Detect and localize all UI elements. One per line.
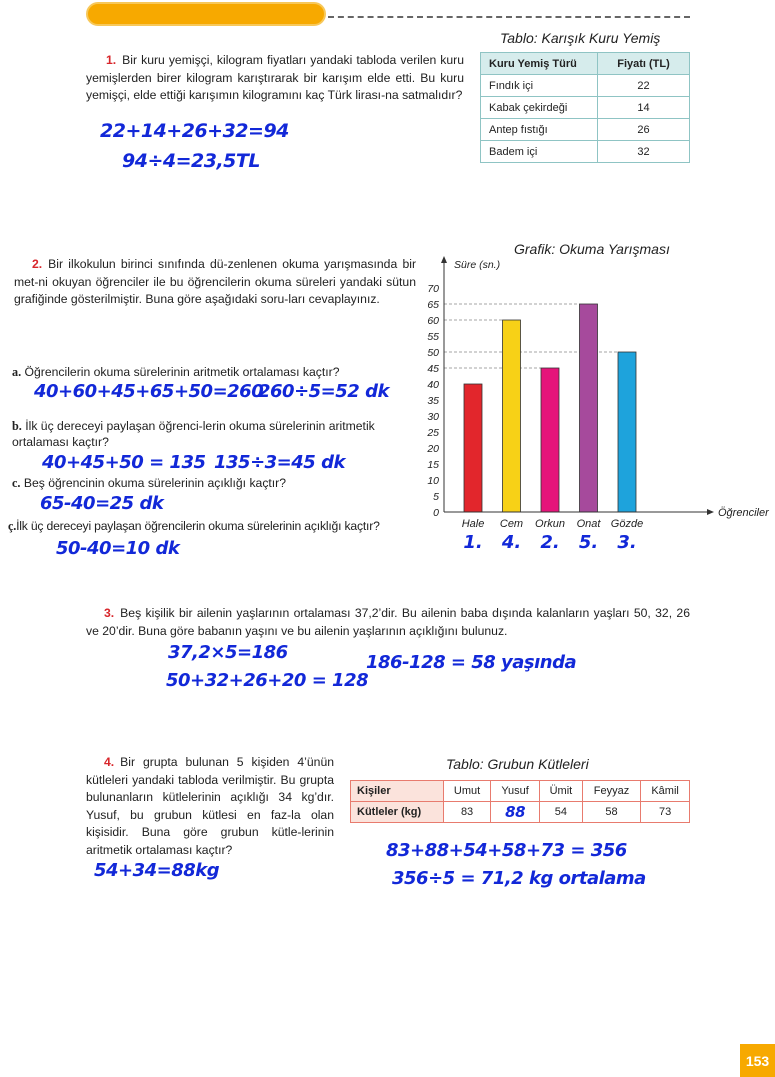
question-1 [86,52,464,105]
y-tick-label: 35 [427,395,439,407]
person-name: Yusuf [491,781,540,802]
category-label: Hale [461,518,485,530]
table-row [481,75,690,97]
person-mass-handwritten: 88 [491,802,540,823]
q2-part-d [8,518,420,534]
header-divider [328,16,690,18]
nut-name: Badem içi [481,141,598,163]
q2-b-answer-2: 135÷3=45 dk [214,452,345,473]
question-4 [86,754,334,859]
rank-annotation: 2. [540,532,560,553]
category-label: Orkun [535,518,565,530]
nut-name: Fındık içi [481,75,598,97]
rank-annotation: 1. [463,532,483,553]
chart-title: Grafik: Okuma Yarışması [514,241,670,257]
chart-category-labels [462,518,644,530]
table-row [351,781,690,802]
y-tick-label: 50 [427,347,439,359]
y-tick-label: 70 [427,283,439,295]
section-banner [86,2,326,26]
person-mass: 73 [641,802,690,823]
q2-a-answer-2: 260÷5=52 dk [258,381,389,402]
category-label: Cem [499,518,524,530]
mass-row-header-masses: Kütleler (kg) [351,802,444,823]
q2-d-text: İlk üç dereceyi paylaşan öğrencilerin okuma sürelerinin açıklığı kaçtır? [16,519,380,533]
question-3-number: 3. [104,606,115,620]
chart-y-ticks [426,283,439,519]
rank-annotation: 5. [578,532,599,553]
person-mass: 54 [539,802,582,823]
q2-a-text: Öğrencilerin okuma sürelerinin aritmetik ortalaması kaçtır? [24,365,340,379]
person-name: Umut [443,781,490,802]
q1-answer-line-1: 22+14+26+32=94 [100,120,289,142]
question-3 [86,605,690,640]
nut-price: 14 [598,97,690,119]
q4-answer-line-2: 356÷5 = 71,2 kg ortalama [392,868,646,889]
question-2-number: 2. [32,257,43,271]
nut-price: 22 [598,75,690,97]
rank-annotation: 3. [617,532,637,553]
q2-part-c [12,475,412,491]
y-tick-label: 25 [427,427,439,439]
bar-hale [464,384,482,512]
q2-d-answer: 50-40=10 dk [56,538,180,559]
bar-gözde [618,352,636,512]
nuts-header-price: Fiyatı (TL) [598,53,690,75]
question-4-number: 4. [104,755,115,769]
page-number: 153 [740,1044,775,1077]
mass-table-caption: Tablo: Grubun Kütleleri [446,756,589,772]
person-name: Feyyaz [582,781,640,802]
y-tick-label: 15 [427,459,439,471]
chart-rank-annotations [463,532,636,553]
nuts-price-table [480,52,690,163]
rank-annotation: 4. [501,532,522,553]
y-tick-label: 45 [427,363,439,375]
bar-onat [580,304,598,512]
category-label: Gözde [610,518,644,530]
y-tick-label: 55 [427,331,439,343]
q2-b-answer-1: 40+45+50 = 135 [42,452,206,473]
y-tick-label: 60 [427,315,439,327]
y-tick-label: 5 [433,491,439,503]
q2-d-label: ç. [8,519,17,533]
q2-c-answer: 65-40=25 dk [40,493,164,514]
q1-answer-line-2: 94÷4=23,5TL [122,150,260,172]
y-tick-label: 65 [427,299,439,311]
q2-part-a [12,364,412,380]
chart-y-axis-arrow [441,256,447,263]
nut-name: Antep fıstığı [481,119,598,141]
bar-orkun [541,368,559,512]
chart-x-axis-label: Öğrenciler [718,507,769,519]
q2-a-answer-1: 40+60+45+65+50=260 [34,381,264,402]
y-tick-label: 30 [427,411,439,423]
nuts-table-caption: Tablo: Karışık Kuru Yemiş [500,30,661,46]
q2-a-label: a. [12,365,22,379]
table-row [481,97,690,119]
mass-table [350,780,690,823]
question-1-text: Bir kuru yemişçi, kilogram fiyatları yandaki tabloda verilen kuru yemişlerden birer kilogram karıştırarak bir karışım elde etti. Bu kuru yemişçi, elde ettiği karışımın kilogramını kaç Türk lirası-na satmalıdır? [86,53,464,102]
q3-answer-2: 50+32+26+20 = 128 [166,670,369,691]
nut-name: Kabak çekirdeği [481,97,598,119]
reading-chart [418,236,775,554]
question-2-text: Bir ilkokulun birinci sınıfında dü-zenlenen okuma yarışmasında bir met-ni okuyan öğrenciler ile bu öğrencilerin okuma süreleri yandaki sütun grafiğinde gösterilmiştir. Buna göre aşağıdaki soru-ları cevaplayınız. [14,257,416,306]
table-row [481,119,690,141]
y-tick-label: 40 [427,379,439,391]
chart-y-axis-label: Süre (sn.) [454,259,501,271]
chart-x-axis-arrow [707,509,714,515]
nut-price: 26 [598,119,690,141]
bar-cem [503,320,521,512]
person-mass: 58 [582,802,640,823]
table-row [481,141,690,163]
table-row [351,802,690,823]
person-name: Ümit [539,781,582,802]
question-1-number: 1. [106,53,117,67]
question-3-text: Beş kişilik bir ailenin yaşlarının ortalaması 37,2’dir. Bu ailenin baba dışında kalanların yaşları 50, 32, 26 ve 20’dir. Buna göre babanın yaşını ve bu ailenin yaşlarının açıklığını bulunuz. [86,606,690,638]
q4-answer-left: 54+34=88kg [94,860,220,881]
person-name: Kâmil [641,781,690,802]
q3-answer-3: 186-128 = 58 yaşında [366,652,577,673]
person-mass: 83 [443,802,490,823]
q2-c-label: c. [12,476,21,490]
category-label: Onat [576,518,601,530]
q2-part-b [12,418,412,450]
q2-c-text: Beş öğrencinin okuma sürelerinin açıklığı kaçtır? [23,476,287,490]
nuts-header-type: Kuru Yemiş Türü [481,53,598,75]
y-tick-label: 0 [433,507,439,519]
mass-row-header-people: Kişiler [351,781,444,802]
chart-bars [464,304,636,512]
q2-b-label: b. [12,419,22,433]
q3-answer-1: 37,2×5=186 [168,642,288,663]
question-2 [14,256,416,309]
y-tick-label: 10 [427,475,439,487]
nut-price: 32 [598,141,690,163]
q4-answer-line-1: 83+88+54+58+73 = 356 [386,840,627,861]
y-tick-label: 20 [427,443,439,455]
question-4-text: Bir grupta bulunan 5 kişiden 4’ünün kütleleri yandaki tabloda verilmiştir. Bu grupta bulunanların kütlelerinin açıklığı 34 kg’dır. Yusuf, bu grubun kütlesi en faz-la olan kişisidir. Buna göre grubun kütle-lerinin aritmetik ortalaması kaçtır? [86,755,334,857]
q2-b-text: İlk üç dereceyi paylaşan öğrenci-lerin okuma sürelerinin aritmetik ortalaması kaçtır? [12,419,375,449]
